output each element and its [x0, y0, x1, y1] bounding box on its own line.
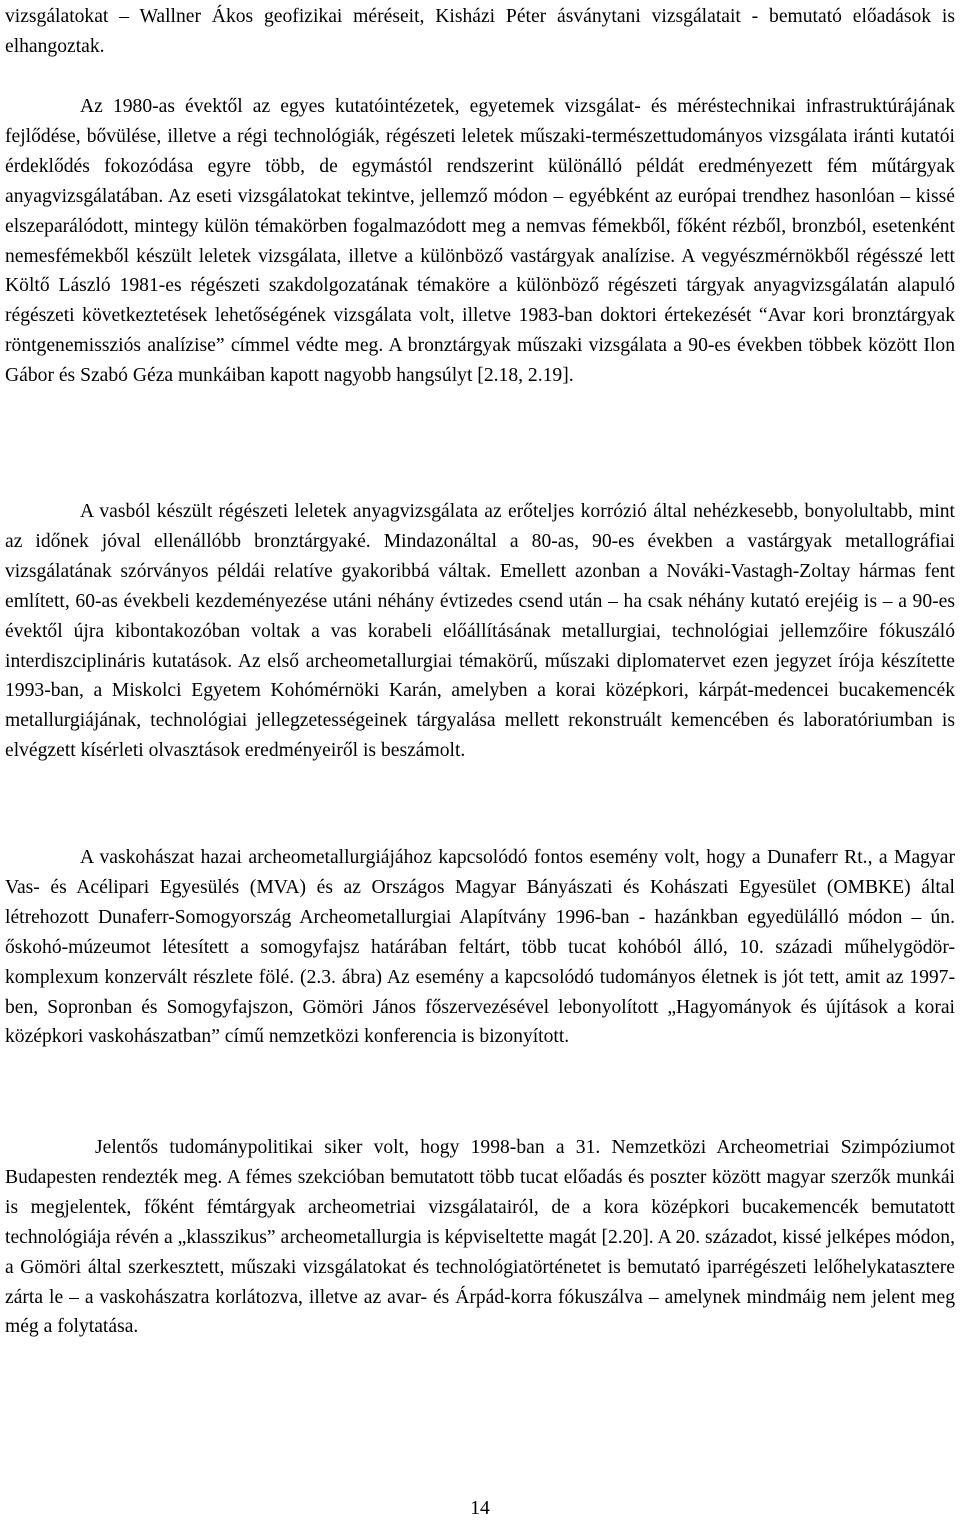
paragraph-continued: vizsgálatokat – Wallner Ákos geofizikai méréseit, Kisházi Péter ásványtani vizsgálatait - bemutató előadások is elhangoztak.: [5, 6, 955, 57]
paragraph-symposium: Jelentős tudománypolitikai siker volt, hogy 1998-ban a 31. Nemzetközi Archeometriai Szimpóziumot Budapesten rendezték meg. A fémes szekcióban bemutatott több tucat előadás és poszter között magyar szerzők munkái is megjelentek, főként fémtárgyak archeometriai vizsgálatairól, de a kora középkori bucakemencék bemutatott technológiája révén a „klasszikus” archeometallurgia is képviseltette magát [2.20]. A 20. századot, kissé jelképes módon, a Gömöri által szerkesztett, műszaki vizsgálatokat és technológiatörténetet is bemutató iparrégészeti lelőhelykatasztere zárta le – a vaskohászatra korlátozva, illetve az avar- és Árpád-korra fókuszálva – amelynek mindmáig nem jelent meg még a folytatása.: [5, 1137, 955, 1338]
paragraph-iron-finds: A vasból készült régészeti leletek anyagvizsgálata az erőteljes korrózió által nehézkesebb, bonyolultabb, mint az időnek jóval ellenállóbb bronztárgyaké. Mindazonáltal a 80-as, 90-es években a vastárgyak metallográfiai vizsgálatának szórványos példái relatíve gyakoribbá váltak. Emellett azonban a Nováki-Vastagh-Zoltay hármas fent említett, 60-as évekbeli kezdeményezése utáni néhány évtizedes csend után – ha csak néhány kutató erejéig is – a 90-es évektől újra kibontakozóban voltak a vas korabeli előállításának metallurgiai, technológiai jellemzőire fókuszáló interdiszciplináris kutatások. Az első archeometallurgiai témakörű, műszaki diplomatervet ezen jegyzet írója készítette 1993-ban, a Miskolci Egyetem Kohómérnöki Karán, amelyben a korai középkori, kárpát-medencei bucakemencék metallurgiájának, technológiai jellegzetességeinek tárgyalása mellett rekonstruált kemencében és laboratóriumban is elvégzett kísérleti olvasztások eredményeiről is beszámolt.: [5, 501, 955, 762]
paragraph-1980s: Az 1980-as évektől az egyes kutatóintézetek, egyetemek vizsgálat- és méréstechnikai infrastruktúrájának fejlődése, bővülése, illetve a régi technológiák, régészeti leletek műszaki-természettudományos vizsgálata iránti kutatói érdeklődés fokozódása egyre több, de egymástól rendszerint különálló példát eredményezett fém műtárgyak anyagvizsgálatában. Az eseti vizsgálatokat tekintve, jellemző módon – egyébként az európai trendhez hasonlóan – kissé elszeparálódott, mintegy külön témakörben fogalmazódott meg a nemvas fémekből, főként rézből, bronzból, esetenként nemesfémekből készült leletek vizsgálata, illetve a különböző vastárgyak analízise. A vegyészmérnökből régésszé lett Költő László 1981-es régészeti szakdolgozatának témaköre a különböző régészeti tárgyak anyagvizsgálatán alapuló régészeti következtetések lehetőségének vizsgálata volt, illetve 1983-ban doktori értekezését “Avar kori bronztárgyak röntgenemissziós analízise” címmel védte meg. A bronztárgyak műszaki vizsgálata a 90-es években többek között Ilon Gábor és Szabó Géza munkáiban kapott nagyobb hangsúlyt [2.18, 2.19].: [5, 96, 955, 387]
paragraph-dunaferr: A vaskohászat hazai archeometallurgiájához kapcsolódó fontos esemény volt, hogy a Dunaferr Rt., a Magyar Vas- és Acélipari Egyesülés (MVA) és az Országos Magyar Bányászati és Kohászati Egyesület (OMBKE) által létrehozott Dunaferr-Somogyország Archeometallurgiai Alapítvány 1996-ban - hazánkban egyedülálló módon – ún. őskohó-múzeumot létesített a somogyfajsz határában feltárt, több tucat kohóból álló, 10. századi műhelygödör-komplexum konzervált részlete fölé. (2.3. ábra) Az esemény a kapcsolódó tudományos életnek is jót tett, amit az 1997-ben, Sopronban és Somogyfajszon, Gömöri János főszervezésével lebonyolított „Hagyományok és újítások a korai középkori vaskohászatban” című nemzetközi konferencia is bizonyított.: [5, 847, 955, 1048]
page-number: 14: [470, 1498, 490, 1519]
